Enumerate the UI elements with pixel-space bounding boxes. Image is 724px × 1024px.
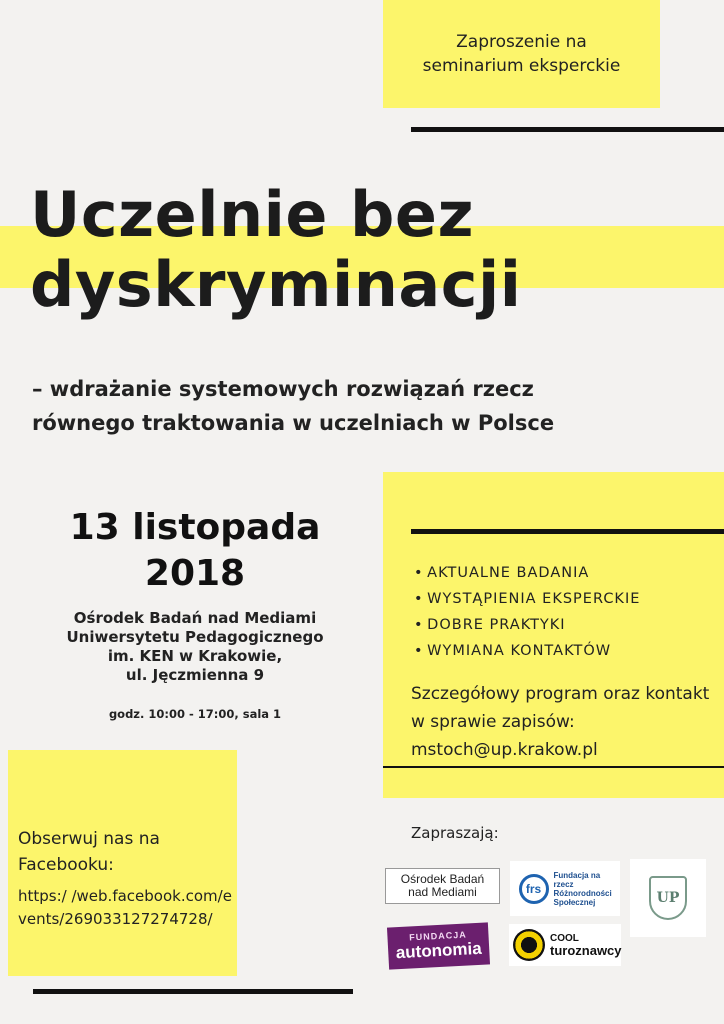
contact-email[interactable]: mstoch@up.krakow.pl xyxy=(411,740,598,760)
top-divider-bar xyxy=(411,127,724,132)
program-text: Szczegółowy program oraz kontakt w sprawie zapisów: xyxy=(411,684,710,732)
venue-line: Uniwersytetu Pedagogicznego xyxy=(66,628,324,646)
info-divider-bar xyxy=(411,529,724,534)
cool-logo-bottom: turoznawcy xyxy=(550,942,622,958)
cool-turoznawcy-logo xyxy=(509,924,621,966)
bottom-divider-bar xyxy=(33,989,353,994)
facebook-link[interactable]: https:/ /web.facebook.com/events/269033127274728/ xyxy=(18,887,232,928)
highlight-item: • AKTUALNE BADANIA xyxy=(414,560,640,586)
frs-logo xyxy=(510,861,620,916)
event-hours: godz. 10:00 - 17:00, sala 1 xyxy=(108,707,282,721)
obm-logo-text: Ośrodek Badań nad Mediami xyxy=(385,868,500,904)
highlight-item: • DOBRE PRAKTYKI xyxy=(414,612,640,638)
event-subtitle xyxy=(32,372,652,440)
frs-logo-mark: frs xyxy=(519,874,549,904)
obm-logo xyxy=(385,863,500,909)
facebook-heading: Obserwuj nas na Facebooku: xyxy=(18,829,160,875)
frs-logo-text: Fundacja na rzecz Różnorodności Społecznej xyxy=(553,870,612,907)
partners-label: Zapraszają: xyxy=(411,824,499,842)
venue-line: im. KEN w Krakowie, xyxy=(107,647,283,665)
invite-text: Zaproszenie na seminarium eksperckie xyxy=(422,32,621,76)
up-shield-icon: UP xyxy=(649,876,687,920)
info-bottom-line xyxy=(383,766,724,768)
program-contact xyxy=(411,680,711,764)
event-date xyxy=(30,505,360,597)
autonomia-logo-bottom: autonomia xyxy=(395,938,483,963)
event-title xyxy=(30,180,710,320)
highlight-item: • WYSTĄPIENIA EKSPERCKIE xyxy=(414,586,640,612)
event-venue xyxy=(30,609,360,685)
venue-line: ul. Jęczmienna 9 xyxy=(125,666,265,684)
cool-logo-top: COOL xyxy=(550,932,579,944)
date-line-1: 13 listopada xyxy=(69,507,321,548)
autonomia-logo-top: FUNDACJA xyxy=(409,929,467,943)
title-line-2: dyskryminacji xyxy=(30,248,522,321)
up-university-logo xyxy=(630,859,706,937)
subtitle-line-1: – wdrażanie systemowych rozwiązań rzecz xyxy=(32,377,534,401)
date-line-2: 2018 xyxy=(144,553,246,594)
title-line-1: Uczelnie bez xyxy=(30,178,475,251)
highlight-item: • WYMIANA KONTAKTÓW xyxy=(414,638,640,664)
autonomia-logo xyxy=(387,922,490,969)
highlights-list xyxy=(414,560,640,664)
sun-icon xyxy=(513,929,545,961)
subtitle-line-2: równego traktowania w uczelniach w Polsce xyxy=(32,411,555,435)
venue-line: Ośrodek Badań nad Mediami xyxy=(73,609,317,627)
invite-box xyxy=(383,0,660,108)
